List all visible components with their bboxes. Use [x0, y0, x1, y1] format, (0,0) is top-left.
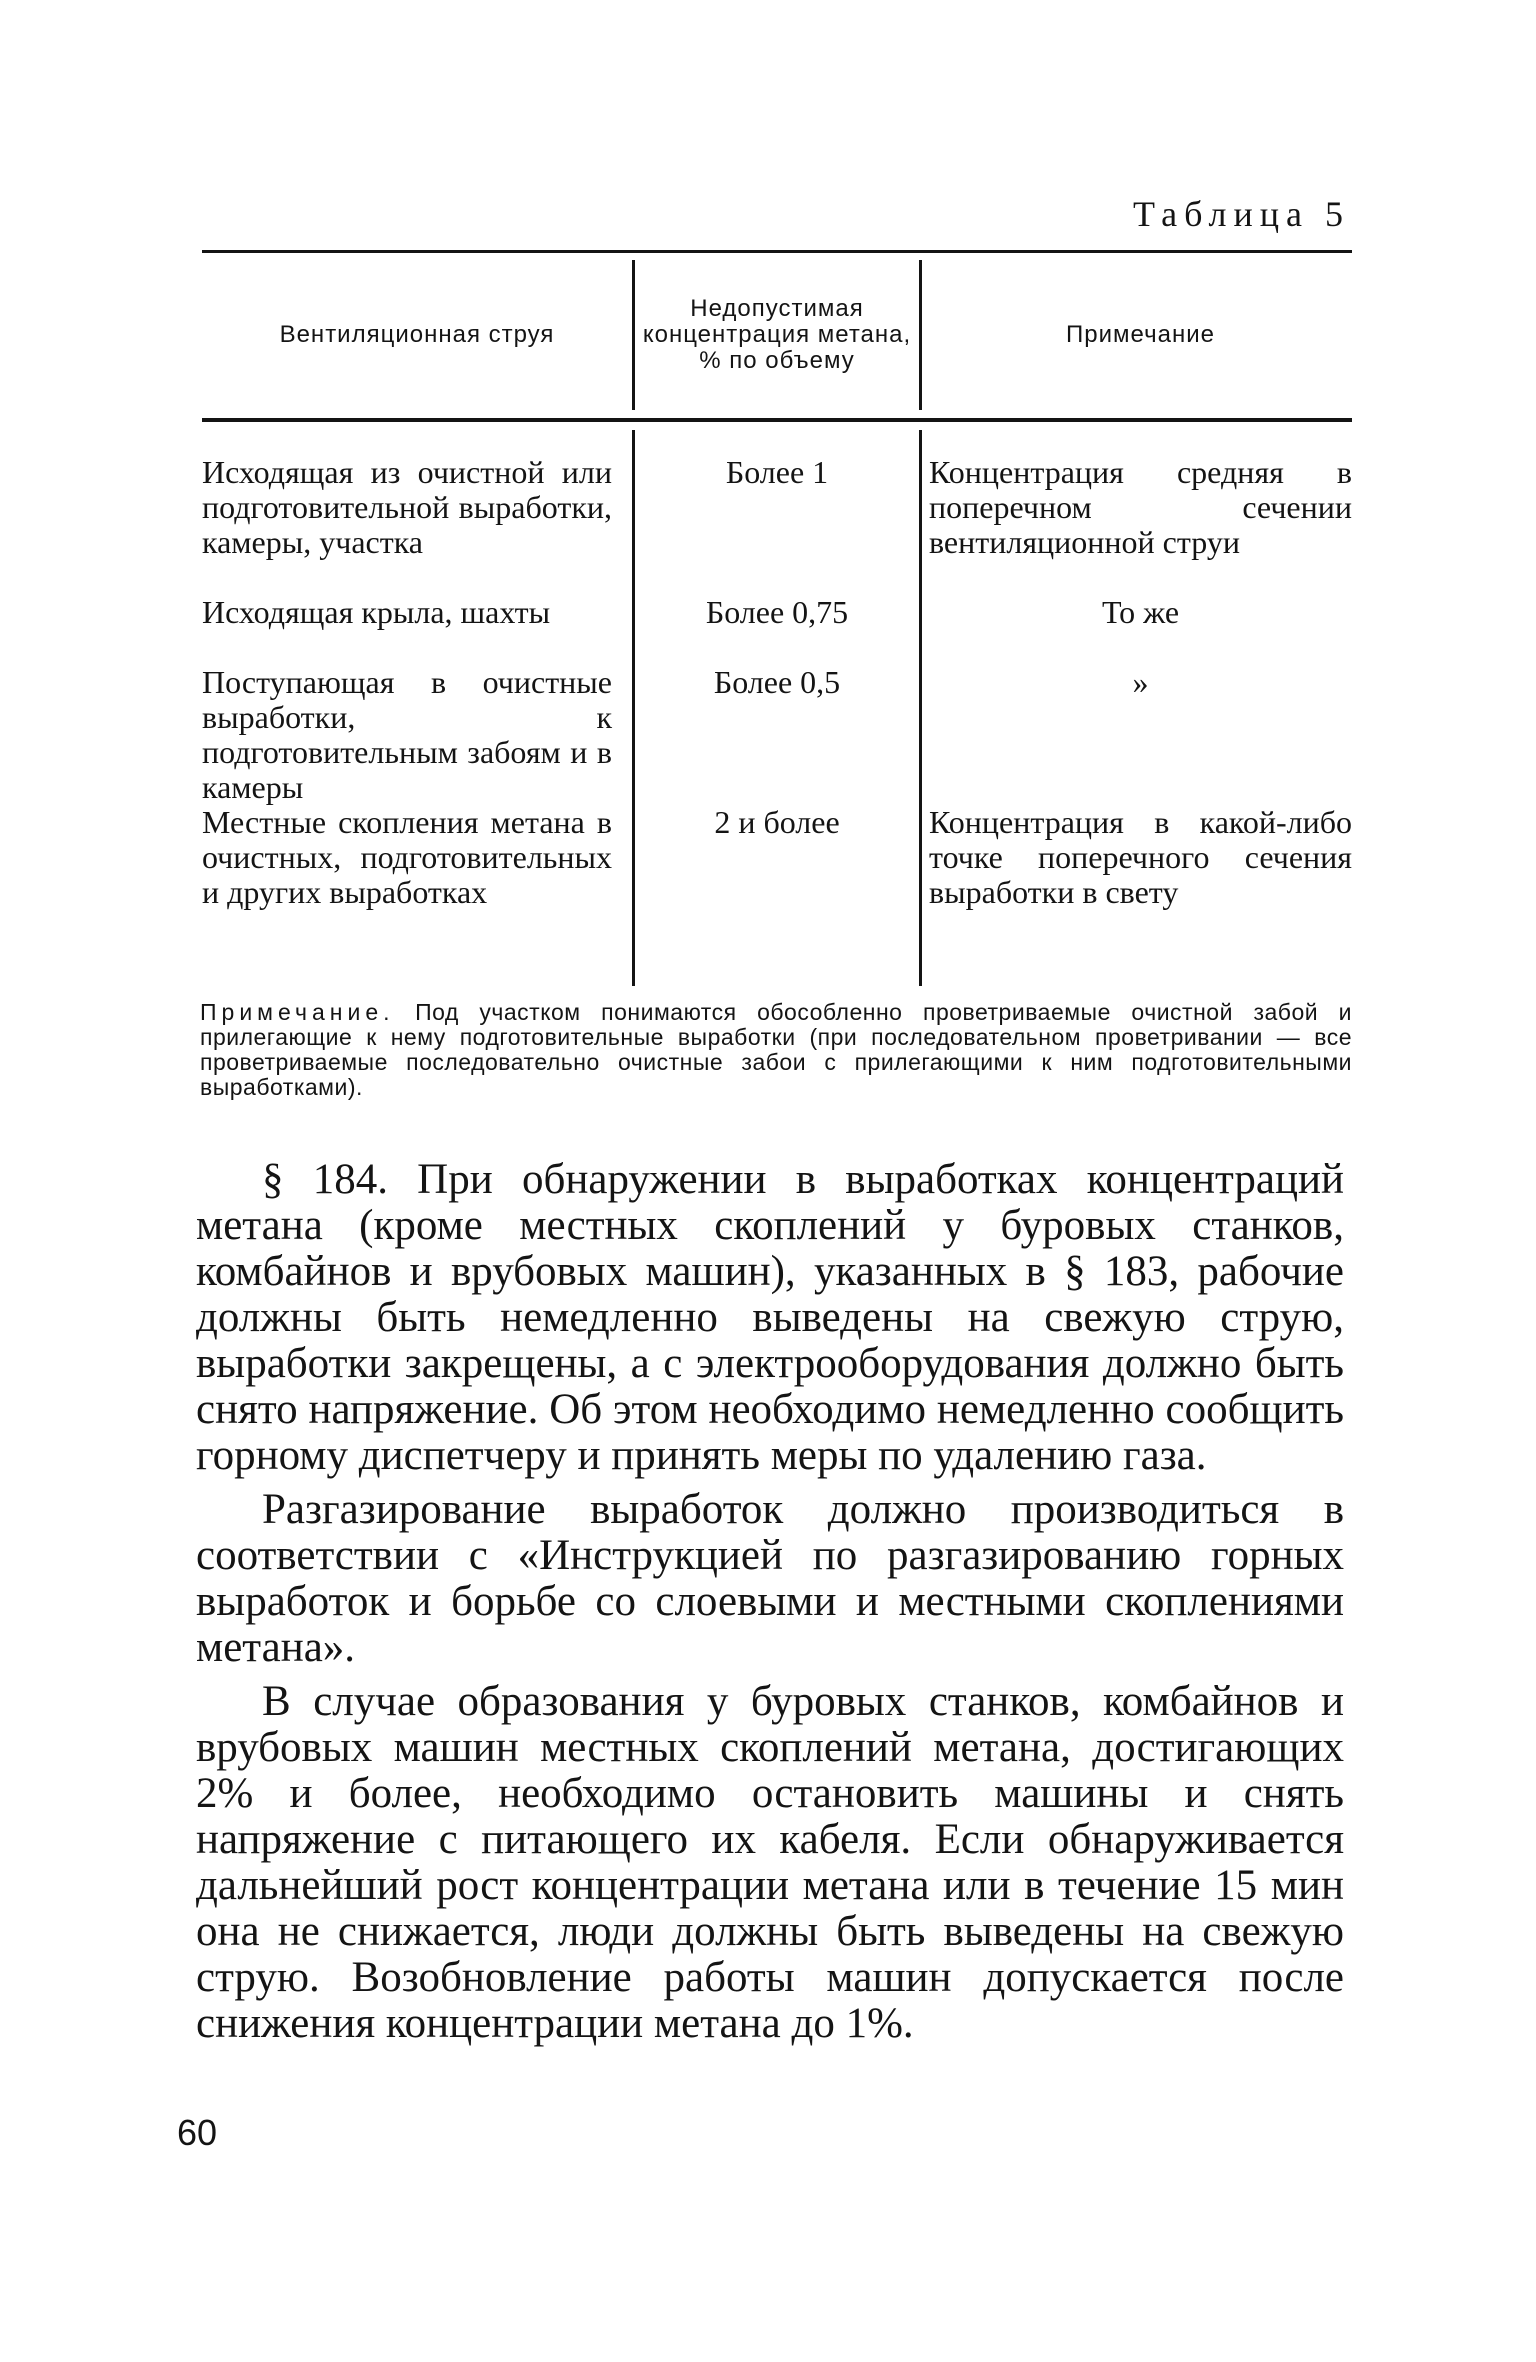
cell-stream: Исходящая из очистной или подготовительной выработки, камеры, участка	[202, 454, 612, 560]
section-184-body	[196, 1157, 1344, 2055]
paragraph: § 184. При обнаружении в выработках концентраций метана (кроме местных скоплений у буровых станков, комбайнов и врубовых машин), указанных в § 183, рабочие должны быть немедленно выведены на свежую струю, выработки закрещены, а с электрооборудования должно быть снято напряжение. Об этом необходимо немедленно сообщить горному диспетчеру и принять меры по удалению газа.	[196, 1156, 1344, 1479]
column-divider	[919, 260, 922, 410]
table-top-rule	[202, 250, 1352, 253]
column-divider	[632, 430, 635, 986]
table-caption: Таблица 5	[1133, 194, 1350, 234]
cell-stream: Поступающая в очистные выработки, к подготовительным забоям и в камеры	[202, 664, 612, 805]
cell-concentration: Более 0,5	[713, 664, 841, 700]
cell-note: »	[1132, 664, 1149, 700]
cell-concentration: Более 1	[725, 454, 829, 490]
cell-concentration: Более 0,75	[705, 594, 849, 630]
cell-note: То же	[1101, 594, 1180, 630]
header-note: Примечание	[1066, 321, 1215, 348]
cell-concentration: 2 и более	[714, 804, 840, 840]
methane-concentration-table	[202, 250, 1352, 986]
paragraph: Разгазирование выработок должно производиться в соответствии с «Инструкцией по разгазированию горных выработок и борьбе со слоевыми и местными скоплениями метана».	[196, 1486, 1344, 1671]
footnote-label: Примечание.	[200, 999, 395, 1025]
column-divider	[919, 430, 922, 986]
page-number: 60	[177, 2112, 218, 2153]
cell-stream: Местные скопления метана в очистных, подготовительных и других выработках	[202, 804, 612, 910]
header-concentration: Недопустимая концентрация метана, % по объему	[642, 295, 912, 374]
header-ventilation-stream: Вентиляционная струя	[279, 321, 555, 348]
footnote-text: Под участком понимаются обособленно проветриваемые очистной забой и прилегающие к нему подготовительные выработки (при последовательном проветривании — все проветриваемые последовательно очистные забои с прилегающими к ним подготовительными выработками).	[200, 999, 1353, 1100]
table-header-rule	[202, 418, 1352, 422]
paragraph: В случае образования у буровых станков, комбайнов и врубовых машин местных скоплений метана, достигающих 2% и более, необходимо остановить машины и снять напряжение с питающего их кабеля. Если обнаруживается дальнейший рост концентрации метана или в течение 15 мин она не снижается, люди должны быть выведены на свежую струю. Возобновление работы машин допускается после снижения концентрации метана до 1%.	[196, 1678, 1344, 2047]
cell-note: Концентрация в какой-либо точке поперечного сечения выработки в свету	[929, 804, 1352, 910]
cell-note: Концентрация средняя в поперечном сечении вентиляционной струи	[929, 454, 1352, 560]
column-divider	[632, 260, 635, 410]
table-footnote	[200, 1000, 1352, 1100]
cell-stream: Исходящая крыла, шахты	[202, 594, 551, 630]
